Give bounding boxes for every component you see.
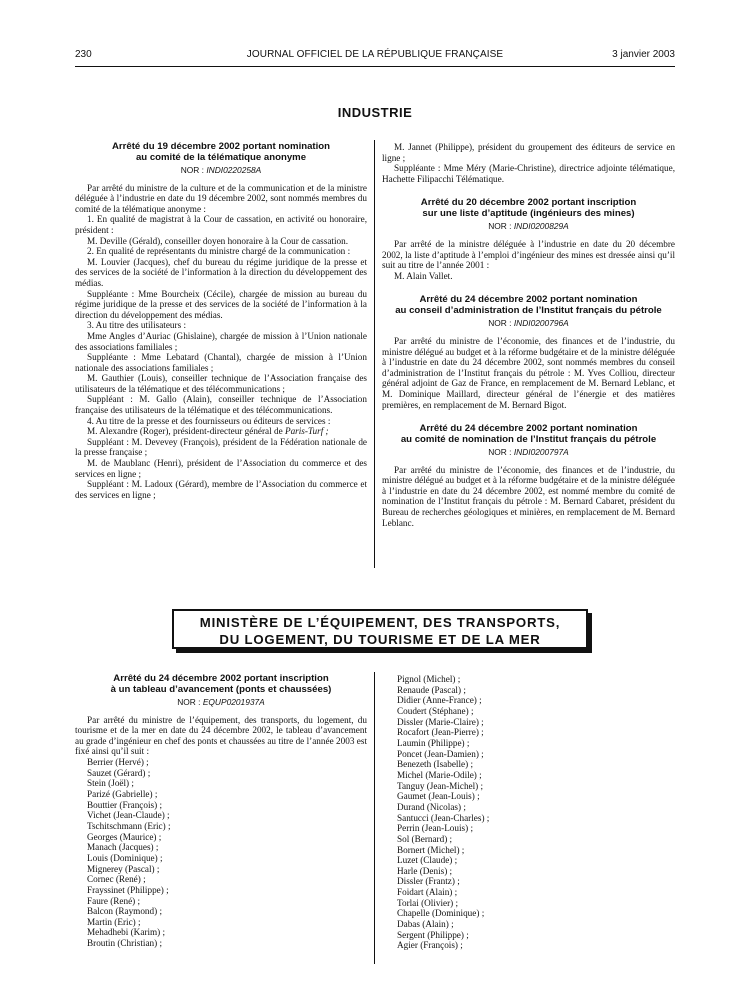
list-item: Mehadhebi (Karim) ; xyxy=(87,927,166,938)
title-line: Arrêté du 19 décembre 2002 portant nomination xyxy=(111,141,331,152)
column-divider-bottom xyxy=(374,672,375,964)
ministry-line: DU LOGEMENT, DU TOURISME ET DE LA MER xyxy=(219,632,541,647)
paragraph: Par arrêté de la ministre déléguée à l’industrie en date du 20 décembre 2002, la liste d’aptitude à l’emploi d’ingénieur des mines est dressée ainsi qu’il suit au titre de l’année 2001 : xyxy=(382,238,675,271)
list-item: Santucci (Jean-Charles) ; xyxy=(397,812,490,823)
list-item: Cornec (René) ; xyxy=(87,874,146,885)
list-item: Coudert (Stéphane) ; xyxy=(397,705,474,716)
page-number: 230 xyxy=(75,49,92,60)
publication-name: Paris-Turf ; xyxy=(284,426,329,437)
nor-label: NOR : xyxy=(177,696,203,707)
list-item: Tanguy (Jean-Michel) ; xyxy=(397,780,484,791)
list-item: Benezeth (Isabelle) ; xyxy=(397,759,474,770)
arrete-title-ifp-conseil xyxy=(382,295,675,317)
equipement-right-column xyxy=(397,674,675,951)
title-line: à un tableau d’avancement (ponts et chaussées) xyxy=(110,683,332,695)
list-item: Didier (Anne-France) ; xyxy=(397,695,482,706)
nor-label: NOR : xyxy=(488,446,514,457)
nor-code: INDI0200829A xyxy=(513,220,569,231)
list-item: Sol (Bernard) ; xyxy=(397,833,453,844)
list-item: Torlai (Olivier) ; xyxy=(397,897,459,908)
title-line: Arrêté du 24 décembre 2002 portant nomination xyxy=(419,294,638,306)
list-item: Sergent (Philippe) ; xyxy=(397,929,469,940)
paragraph: Par arrêté du ministre de la culture et de la communication et de la ministre déléguée à l’industrie en date du 19 décembre 2002, sont nommés membres du comité de la télématique anonyme : xyxy=(75,182,367,214)
list-item: Georges (Maurice) ; xyxy=(87,831,162,842)
paragraph: Suppléant : M. Ladoux (Gérard), membre de l’Association du commerce et des services en ligne ; xyxy=(75,479,367,500)
paragraph: M. Louvier (Jacques), chef du bureau du régime juridique de la presse et des services de la société de l’information à la direction du développement des médias. xyxy=(75,256,367,288)
paragraph: 1. En qualité de magistrat à la Cour de cassation, en activité ou honoraire, président : xyxy=(75,214,367,235)
title-line: au comité de la télématique anonyme xyxy=(135,151,307,163)
paragraph: Suppléant : M. Devevey (François), président de la Fédération nationale de la presse française ; xyxy=(75,436,367,458)
list-item: Parizé (Gabrielle) ; xyxy=(87,788,158,799)
arrete-title-ponts-chaussees xyxy=(75,674,367,696)
title-line: Arrêté du 20 décembre 2002 portant inscription xyxy=(420,197,637,209)
issue-date: 3 janvier 2003 xyxy=(612,49,675,60)
list-item: Harle (Denis) ; xyxy=(397,865,453,876)
paragraph: M. Deville (Gérald), conseiller doyen honoraire à la Cour de cassation. xyxy=(87,235,348,246)
list-item: Manach (Jacques) ; xyxy=(87,842,159,853)
nor-reference xyxy=(382,447,675,458)
list-item: Broutin (Christian) ; xyxy=(87,938,163,949)
nor-code: INDI0200797A xyxy=(513,446,569,457)
arrete-title-telematique xyxy=(75,142,367,164)
nor-reference xyxy=(75,697,367,708)
title-line: Arrêté du 24 décembre 2002 portant inscription xyxy=(113,673,329,684)
paragraph: Suppléante : Mme Bourcheix (Cécile), chargée de mission au bureau du régime juridique de la presse et des services de la société de l’information à la direction du développement des médias. xyxy=(75,288,367,320)
paragraph-text: M. Alexandre (Roger), président-directeur général de xyxy=(87,426,285,437)
nor-label: NOR : xyxy=(180,164,207,175)
list-item: Luzet (Claude) ; xyxy=(397,855,458,866)
list-item: Dissler (Frantz) ; xyxy=(397,876,460,887)
list-item: Rocafort (Jean-Pierre) ; xyxy=(397,727,484,738)
list-item: Tschitschmann (Eric) ; xyxy=(87,820,171,831)
section-title: INDUSTRIE xyxy=(337,105,413,120)
title-line: Arrêté du 24 décembre 2002 portant nomination xyxy=(419,423,638,435)
paragraph: Suppléant : M. Gallo (Alain), conseiller technique de l’Association française des utilisateurs de la télématique et des télécommunications. xyxy=(75,394,367,416)
arrete-title-ifp-comite xyxy=(382,424,675,446)
list-item: Chapelle (Dominique) ; xyxy=(397,908,485,919)
header-rule xyxy=(75,66,675,67)
title-line: au conseil d’administration de l’Institut français du pétrole xyxy=(395,305,662,317)
list-item: Berrier (Hervé) ; xyxy=(87,756,149,767)
nor-reference xyxy=(382,221,675,232)
ministry-heading-box xyxy=(172,609,588,649)
nor-reference xyxy=(75,165,367,176)
list-item: Dissler (Marie-Claire) ; xyxy=(397,716,484,727)
paragraph: Par arrêté du ministre de l’économie, des finances et de l’industrie, du ministre délégué au budget et à la réforme budgétaire et de la ministre déléguée à l’industrie en date du 24 décembre 2002, est nommé membre du comité de nomination de l’Institut français du pétrole : M. Bernard Cabaret, président du Bureau de recherches géologiques et minières, en remplacement de M. Bernard Leblanc. xyxy=(382,464,675,528)
paragraph: Mme Angles d’Auriac (Ghislaine), chargée de mission à l’Union nationale des associations familiales ; xyxy=(75,330,367,352)
name-list xyxy=(75,757,367,949)
ministry-line: MINISTÈRE DE L’ÉQUIPEMENT, DES TRANSPORTS, xyxy=(199,615,561,630)
journal-title: JOURNAL OFFICIEL DE LA RÉPUBLIQUE FRANÇAISE xyxy=(246,49,504,60)
equipement-left-column xyxy=(75,674,367,949)
paragraph: Suppléante : Mme Méry (Marie-Christine), directrice adjointe télématique, Hachette Filipacchi Télématique. xyxy=(382,163,675,184)
list-item: Poncet (Jean-Damien) ; xyxy=(397,748,484,759)
list-item: Louis (Dominique) ; xyxy=(87,852,163,863)
nor-code: INDI0200796A xyxy=(513,317,569,328)
list-item: Martin (Eric) ; xyxy=(87,916,141,927)
paragraph: Par arrêté du ministre de l’économie, des finances et de l’industrie, du ministre délégué au budget et à la réforme budgétaire et de la ministre déléguée à l’industrie en date du 24 décembre 2002, sont nommés membres du conseil d’administration de l’Institut français du pétrole : M. Yves Colliou, directeur général adjoint de Gaz de France, en remplacement de M. Bernard Leblanc, et M. Dominique Maillard, directeur général de l’énergie et des matières premières, en remplacement de M. Bernard Bigot. xyxy=(382,335,675,410)
list-item: Renaude (Pascal) ; xyxy=(397,684,466,695)
column-divider-top xyxy=(374,140,375,568)
list-item: Dabas (Alain) ; xyxy=(397,919,454,930)
left-column xyxy=(75,142,367,500)
name-list xyxy=(397,674,675,951)
list-item: Foidart (Alain) ; xyxy=(397,887,458,898)
nor-label: NOR : xyxy=(488,220,514,231)
paragraph: M. Alain Vallet. xyxy=(394,270,453,281)
list-item: Bouttier (François) ; xyxy=(87,799,163,810)
paragraph: 3. Au titre des utilisateurs : xyxy=(87,320,187,331)
list-item: Perrin (Jean-Louis) ; xyxy=(397,823,474,834)
list-item: Gaumet (Jean-Louis) ; xyxy=(397,791,480,802)
arrete-title-ingenieurs-mines xyxy=(382,198,675,220)
paragraph: M. de Maublanc (Henri), président de l’Association du commerce et des services en ligne ; xyxy=(75,458,367,479)
paragraph: 4. Au titre de la presse et des fournisseurs ou éditeurs de services : xyxy=(87,415,331,426)
paragraph xyxy=(75,426,367,437)
nor-reference xyxy=(382,318,675,329)
title-line: sur une liste d’aptitude (ingénieurs des mines) xyxy=(422,208,635,220)
list-item: Michel (Marie-Odile) ; xyxy=(397,769,482,780)
title-line: au comité de nomination de l’Institut français du pétrole xyxy=(400,433,657,445)
list-item: Sauzet (Gérard) ; xyxy=(87,767,151,778)
list-item: Agier (François) ; xyxy=(397,940,463,951)
right-column xyxy=(382,142,675,528)
list-item: Mignerey (Pascal) ; xyxy=(87,863,160,874)
list-item: Vichet (Jean-Claude) ; xyxy=(87,810,170,821)
running-header xyxy=(75,49,675,63)
nor-label: NOR : xyxy=(488,317,514,328)
list-item: Bornert (Michel) ; xyxy=(397,844,465,855)
paragraph: M. Jannet (Philippe), président du groupement des éditeurs de service en ligne ; xyxy=(382,142,675,163)
paragraph: M. Gauthier (Louis), conseiller technique de l’Association française des utilisateurs de la télématique et des télécommunications ; xyxy=(75,373,367,394)
list-item: Pignol (Michel) ; xyxy=(397,674,461,684)
paragraph: Suppléante : Mme Lebatard (Chantal), chargée de mission à l’Union nationale des associations familiales ; xyxy=(75,352,367,373)
paragraph: Par arrêté du ministre de l’équipement, des transports, du logement, du tourisme et de la mer en date du 24 décembre 2002, le tableau d’avancement au grade d’ingénieur en chef des ponts et chaussées au titre de l’année 2003 est fixé ainsi qu’il suit : xyxy=(75,714,367,757)
nor-code: INDI0220258A xyxy=(206,164,262,175)
list-item: Faure (René) ; xyxy=(87,895,141,906)
list-item: Frayssinet (Philippe) ; xyxy=(87,884,169,895)
nor-code: EQUP0201937A xyxy=(202,696,265,707)
list-item: Laumin (Philippe) ; xyxy=(397,737,470,748)
list-item: Balcon (Raymond) ; xyxy=(87,906,163,917)
paragraph: 2. En qualité de représentants du ministre chargé de la communication : xyxy=(87,246,351,257)
list-item: Durand (Nicolas) ; xyxy=(397,801,466,812)
list-item: Stein (Joël) ; xyxy=(87,778,134,789)
